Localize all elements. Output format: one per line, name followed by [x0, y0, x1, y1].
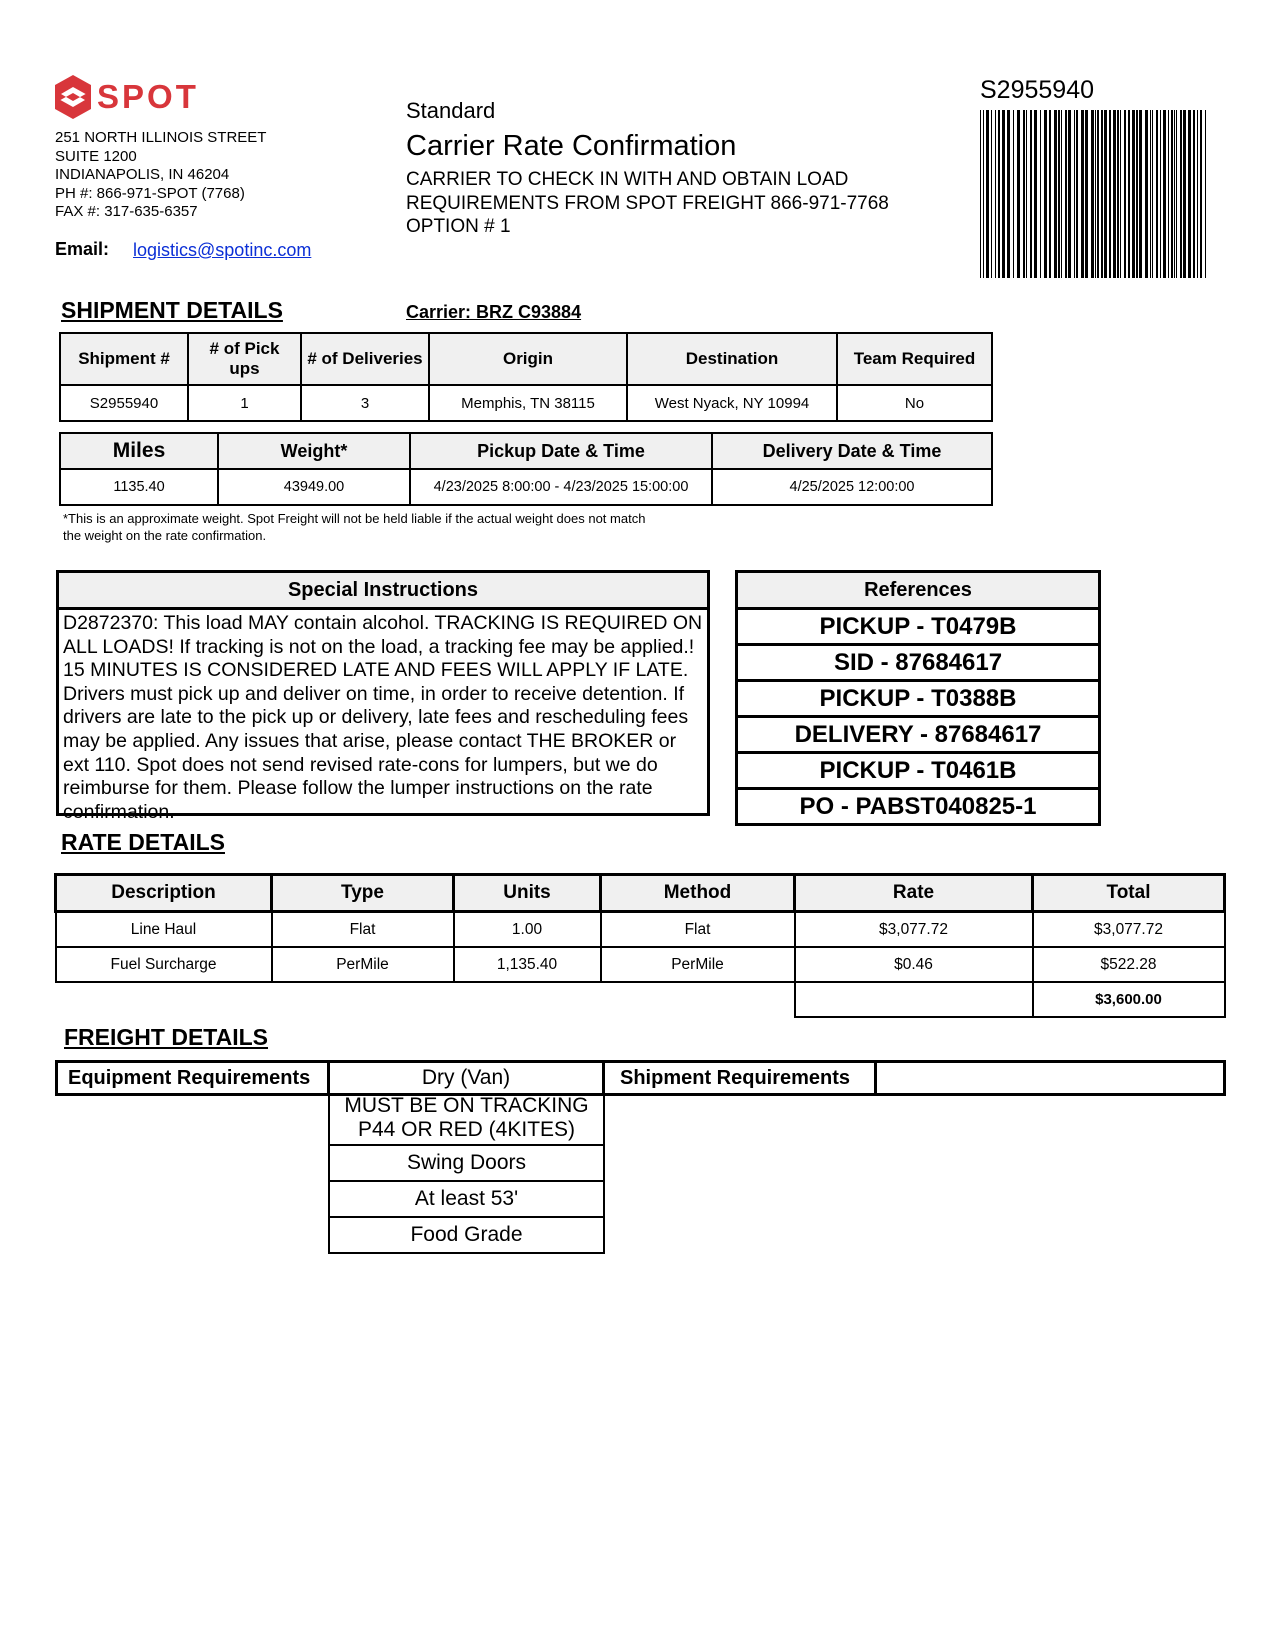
- table-row: [56, 947, 1225, 982]
- column-header: Weight*: [218, 433, 410, 469]
- equipment-item: MUST BE ON TRACKING P44 OR RED (4KITES): [330, 1094, 603, 1146]
- rate-units: 1,135.40: [454, 947, 601, 982]
- rate-type: Flat: [272, 912, 454, 948]
- rate-table: [54, 873, 1226, 1018]
- freight-details-title: FREIGHT DETAILS: [64, 1024, 269, 1050]
- freight-requirements-row: [55, 1060, 1226, 1096]
- column-header: Miles: [60, 433, 218, 469]
- column-header: Pickup Date & Time: [410, 433, 712, 469]
- reference-item: PICKUP - T0388B: [738, 682, 1098, 718]
- rate-description: Fuel Surcharge: [56, 947, 272, 982]
- rate-method: PerMile: [601, 947, 795, 982]
- column-header: Team Required: [837, 333, 992, 385]
- delivery-count: 3: [301, 385, 429, 421]
- reference-item: PO - PABST040825-1: [799, 793, 1037, 820]
- equipment-item: At least 53': [330, 1182, 603, 1218]
- company-address: [55, 129, 266, 222]
- address-line: 251 NORTH ILLINOIS STREET: [55, 129, 267, 146]
- team-required: No: [837, 385, 992, 421]
- reference-item: SID - 87684617: [738, 646, 1098, 682]
- rate-units: 1.00: [454, 912, 601, 948]
- rate-total: $3,077.72: [1033, 912, 1225, 948]
- column-header: Units: [454, 875, 601, 912]
- shipment-table: [59, 332, 993, 422]
- carrier-info: Carrier: BRZ C93884: [406, 302, 582, 322]
- shipment-requirements-value: [877, 1063, 1223, 1093]
- rate-type: PerMile: [272, 947, 454, 982]
- rate-value: $0.46: [795, 947, 1033, 982]
- equipment-requirements-label: Equipment Requirements: [58, 1063, 330, 1093]
- rate-method: Flat: [601, 912, 795, 948]
- email-link[interactable]: logistics@spotinc.com: [133, 240, 312, 260]
- empty-cell: [601, 982, 795, 1017]
- check-in-instructions: CARRIER TO CHECK IN WITH AND OBTAIN LOAD REQUIREMENTS FROM SPOT FREIGHT 866-971-7768 OPTION # 1: [406, 169, 889, 237]
- logo-wordmark: SPOT: [97, 78, 199, 115]
- column-header: Description: [56, 875, 272, 912]
- destination: West Nyack, NY 10994: [627, 385, 837, 421]
- phone-line: PH #: 866-971-SPOT (7768): [55, 184, 245, 202]
- empty-cell: [795, 982, 1033, 1017]
- fax-line: FAX #: 317-635-6357: [55, 203, 198, 220]
- pickup-datetime: 4/23/2025 8:00:00 - 4/23/2025 15:00:00: [410, 469, 712, 505]
- reference-item: PICKUP - T0479B: [738, 610, 1098, 646]
- rate-description: Line Haul: [56, 912, 272, 948]
- table-row: [56, 912, 1225, 948]
- special-instructions-box: [56, 570, 710, 823]
- column-header: Delivery Date & Time: [712, 433, 992, 469]
- column-header: Rate: [795, 875, 1033, 912]
- grand-total-row: [56, 982, 1225, 1017]
- barcode: [980, 110, 1210, 278]
- column-header: Total: [1033, 875, 1225, 912]
- table-row: [60, 469, 992, 505]
- table-header-row: [56, 875, 1225, 912]
- reference-item: DELIVERY - 87684617: [738, 718, 1098, 754]
- references-box: [735, 570, 1101, 826]
- shipment-requirements-label: Shipment Requirements: [605, 1063, 877, 1093]
- spot-logo-icon: [53, 75, 93, 119]
- pickup-count: 1: [188, 385, 301, 421]
- shipment-number: S2955940: [60, 385, 188, 421]
- equipment-item: Dry (Van): [330, 1063, 605, 1093]
- special-instructions-title: Special Instructions: [59, 573, 707, 610]
- column-header: # of Deliveries: [301, 333, 429, 385]
- column-header: Origin: [429, 333, 627, 385]
- address-line: SUITE 1200: [55, 147, 137, 165]
- empty-cell: [56, 982, 272, 1017]
- empty-cell: [272, 982, 454, 1017]
- email-label: Email:: [55, 239, 110, 259]
- references-title: References: [738, 573, 1098, 610]
- shipment-dates-table: [59, 432, 993, 506]
- table-header-row: [60, 333, 992, 385]
- delivery-datetime: 4/25/2025 12:00:00: [712, 469, 992, 505]
- table-row: [60, 385, 992, 421]
- miles: 1135.40: [60, 469, 218, 505]
- grand-total: $3,600.00: [1033, 982, 1225, 1017]
- empty-cell: [454, 982, 601, 1017]
- equipment-item: Swing Doors: [330, 1146, 603, 1182]
- weight-disclaimer: *This is an approximate weight. Spot Freight will not be held liable if the actual weight does not match the weight on the rate confirmation.: [63, 511, 646, 543]
- weight: 43949.00: [218, 469, 410, 505]
- shipment-details-title: SHIPMENT DETAILS: [61, 297, 283, 323]
- equipment-list: [328, 1094, 605, 1254]
- table-header-row: [60, 433, 992, 469]
- special-instructions-text: D2872370: This load MAY contain alcohol. TRACKING IS REQUIRED ON ALL LOADS! If tracking is not on the load, a tracking fee may be applied.! 15 MINUTES IS CONSIDERED LATE AND FEES WILL APPLY IF LATE. Drivers must pick up and deliver on time, in order to receive detention. If drivers are late to the pick up or delivery, late fees and rescheduling fees may be applied. Any issues that arise, please contact THE BROKER or ext 110. Spot does not send revised rate-cons for lumpers, but we do reimburse for them. Please follow the lumper instructions on the rate confirmation.: [63, 612, 703, 823]
- column-header: Type: [272, 875, 454, 912]
- equipment-item: Food Grade: [410, 1223, 523, 1246]
- column-header: Method: [601, 875, 795, 912]
- document-title: Carrier Rate Confirmation: [406, 130, 737, 162]
- origin: Memphis, TN 38115: [429, 385, 627, 421]
- document-type: Standard: [406, 98, 496, 123]
- column-header: # of Pick ups: [188, 333, 301, 385]
- column-header: Destination: [627, 333, 837, 385]
- shipment-id: S2955940: [980, 76, 1095, 104]
- rate-value: $3,077.72: [795, 912, 1033, 948]
- rate-total: $522.28: [1033, 947, 1225, 982]
- reference-item: PICKUP - T0461B: [738, 754, 1098, 790]
- spot-logo: [53, 75, 203, 123]
- address-line: INDIANAPOLIS, IN 46204: [55, 166, 230, 183]
- column-header: Shipment #: [60, 333, 188, 385]
- rate-details-title: RATE DETAILS: [61, 829, 225, 855]
